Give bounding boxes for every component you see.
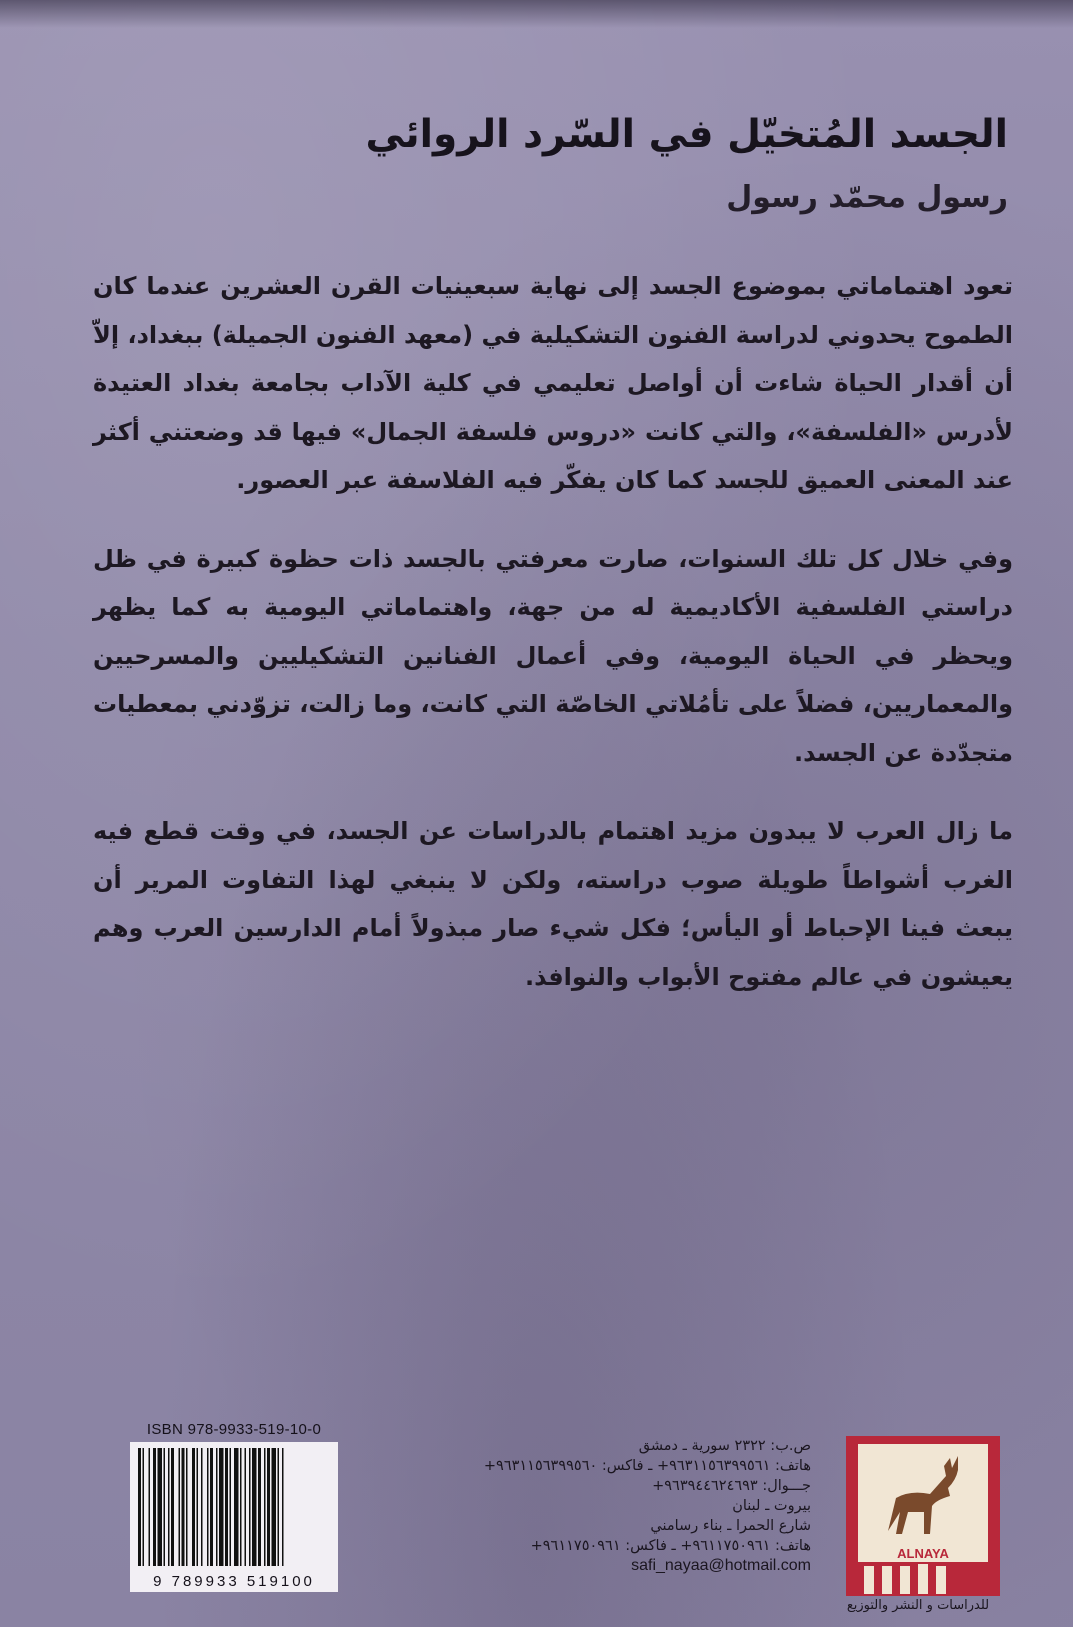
book-title: الجسد المُتخيّل في السّرد الروائي (365, 112, 1008, 157)
barcode-bar (138, 1448, 141, 1566)
barcode-bar (158, 1448, 163, 1566)
publisher-street-line: شارع الحمرا ـ بناء رسامني (650, 1518, 811, 1534)
barcode-bar (240, 1448, 242, 1566)
barcode-bar (216, 1448, 218, 1566)
publisher-address-line: ص.ب: ٢٣٢٢ سورية ـ دمشق (638, 1438, 811, 1454)
barcode-bar (171, 1448, 174, 1566)
barcode-bar (153, 1448, 156, 1566)
barcode-bar (234, 1448, 239, 1566)
logo-wordmark: ALNAYA (897, 1546, 949, 1561)
gazelle-logo-icon (818, 1436, 1018, 1596)
barcode-bar (267, 1448, 270, 1566)
barcode-bar (249, 1448, 251, 1566)
publisher-tagline: للدراسات و النشر والتوزيع (846, 1598, 990, 1613)
barcode-bar (168, 1448, 170, 1566)
blurb-paragraph-1: تعود اهتماماتي بموضوع الجسد إلى نهاية سبعينيات القرن العشرين عندما كان الطموح يحدوني لدراسة الفنون التشكيلية في (معهد الفنون الجميلة) ببغداد، إلاّ أن أقدار الحياة شاءت أن أواصل تعليمي في كلية الآداب بجامعة بغداد العتيدة لأدرس «الفلسفة»، والتي كانت «دروس فلسفة الجمال» فيها قد وضعتني أكثر عند المعنى العميق للجسد كما كان يفكّر فيه الفلاسفة عبر العصور. (93, 272, 1013, 494)
barcode-bars (136, 1448, 332, 1566)
barcode-bar (225, 1448, 228, 1566)
barcode-bar (182, 1448, 185, 1566)
barcode-bar (272, 1448, 277, 1566)
publisher-logo (818, 1436, 1018, 1616)
barcode-digits: 9 789933 519100 (153, 1573, 315, 1590)
barcode-bar (201, 1448, 203, 1566)
blurb-paragraph-3: ما زال العرب لا يبدون مزيد اهتمام بالدراسات عن الجسد، في وقت قطع فيه الغرب أشواطاً طويلة صوب دراسته، ولكن لا ينبغي لهذا التفاوت المرير أن يبعث فينا الإحباط أو اليأس؛ فكل شيء صار مبذولاً أمام الدارسين العرب وهم يعيشون في عالم مفتوح الأبواب والنوافذ. (93, 817, 1013, 991)
barcode-bar (252, 1448, 257, 1566)
barcode-bar (143, 1448, 145, 1566)
barcode-bar (192, 1448, 195, 1566)
barcode-bar (207, 1448, 209, 1566)
book-author: رسول محمّد رسول (726, 180, 1008, 215)
barcode-bar (278, 1448, 280, 1566)
publisher-contact (371, 1436, 811, 1576)
barcode-bar (186, 1448, 188, 1566)
top-edge-shadow (0, 0, 1073, 28)
barcode-bar (264, 1448, 266, 1566)
blurb-paragraph-2: وفي خلال كل تلك السنوات، صارت معرفتي بالجسد ذات حظوة كبيرة في ظل دراستي الفلسفية الأكاديمية له من جهة، واهتماماتي اليومية به كما يظهر ويحظر في الحياة اليومية، وفي أعمال الفنانين التشكيليين والمسرحيين والمعماريين، فضلاً على تأمُلاتي الخاصّة التي كانت، وما زالت، تزوّدني بمعطيات متجدّدة عن الجسد. (93, 544, 1013, 767)
barcode-bar (149, 1448, 151, 1566)
publisher-phone-line: هاتف: ٩٦٣١١٥٦٣٩٩٥٦١+ ـ فاكس: ٩٦٣١١٥٦٣٩٩٥٦٠+ (483, 1458, 811, 1474)
isbn-label: ISBN 978-9933-519-10-0 (146, 1421, 322, 1438)
barcode-bar (258, 1448, 261, 1566)
barcode-bar (219, 1448, 224, 1566)
publisher-email: safi_nayaa@hotmail.com (631, 1557, 811, 1574)
barcode-bar (210, 1448, 213, 1566)
isbn-barcode (130, 1421, 338, 1601)
publisher-city-line: بيروت ـ لبنان (732, 1498, 811, 1514)
barcode-bar (245, 1448, 247, 1566)
barcode-bar (230, 1448, 232, 1566)
barcode-bar (164, 1448, 166, 1566)
barcode-bar (197, 1448, 199, 1566)
blurb (93, 262, 1013, 1031)
publisher-mobile-line: جـــوال: ٩٦٣٩٤٤٦٢٤٦٩٣+ (652, 1478, 811, 1494)
publisher-beirut-phone-line: هاتف: ٩٦١١٧٥٠٩٦١+ ـ فاكس: ٩٦١١٧٥٠٩٦١+ (530, 1538, 811, 1554)
barcode-bar (179, 1448, 181, 1566)
barcode-bar (282, 1448, 284, 1566)
barcode-box (130, 1442, 338, 1592)
